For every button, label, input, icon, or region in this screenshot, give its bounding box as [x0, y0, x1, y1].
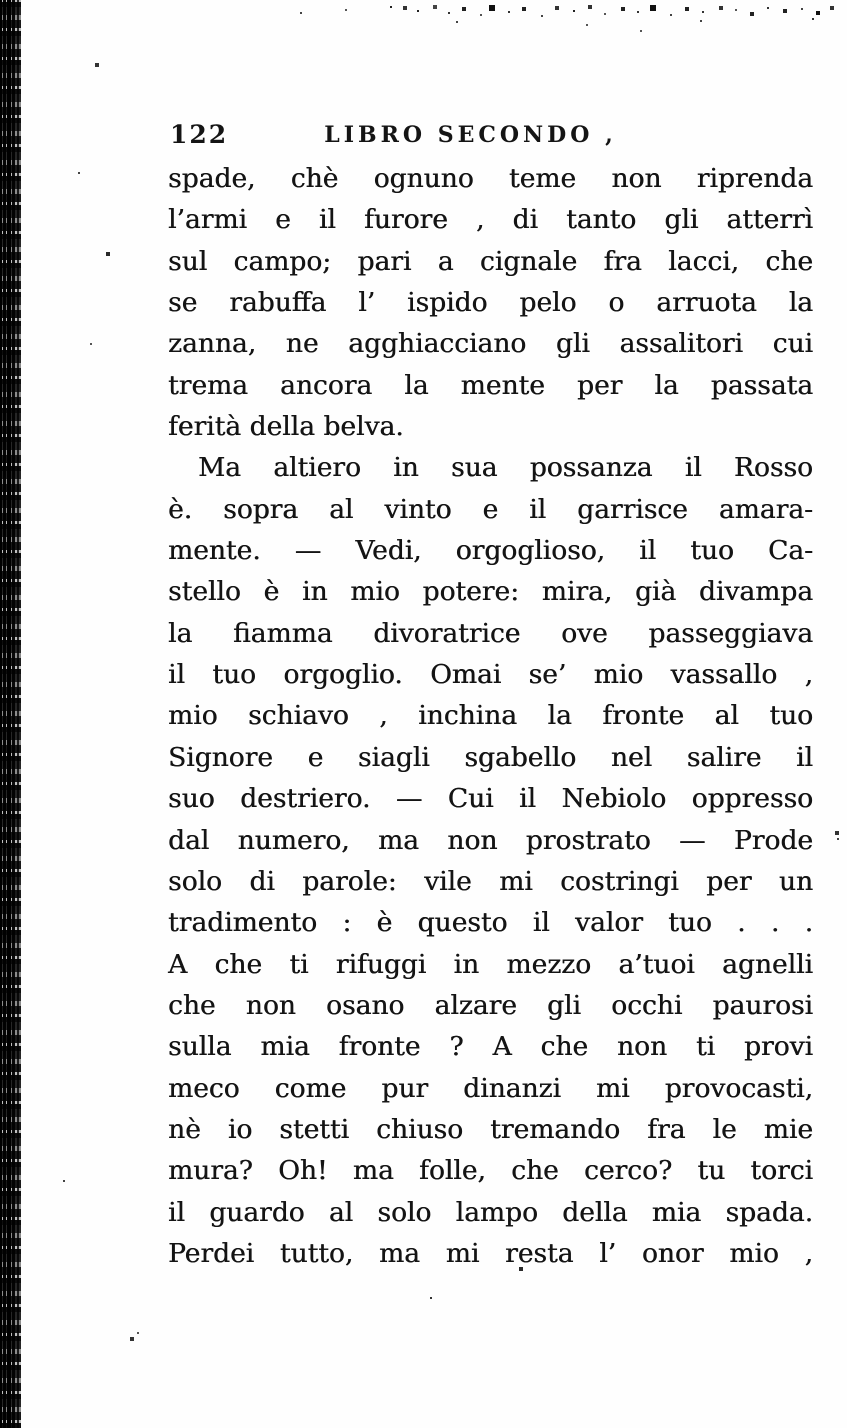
text-line: che non osano alzare gli occhi paurosi: [168, 989, 813, 1021]
text-line: meco come pur dinanzi mi provocasti,: [168, 1072, 813, 1104]
text-line: dal numero, ma non prostrato — Prode: [168, 824, 813, 856]
text-line: il guardo al solo lampo della mia spada.: [168, 1196, 813, 1228]
text-line: spade, chè ognuno teme non riprenda: [168, 163, 813, 194]
text-line: l’armi e il furore , di tanto gli atterrì: [168, 204, 813, 236]
text-block: [168, 158, 813, 1274]
text-line: solo di parole: vile mi costringi per un: [168, 865, 813, 897]
scan-noise-top: [390, 6, 392, 8]
text-line: sul campo; pari a cignale fra lacci, che: [168, 245, 813, 277]
text-line: Signore e siagli sgabello nel salire il: [168, 741, 813, 773]
text-line: Perdei tutto, ma mi resta l’ onor mio ,: [168, 1237, 813, 1269]
text-line: mura? Oh! ma folle, che cerco? tu torci: [168, 1155, 813, 1187]
book-binding-gutter: [0, 0, 21, 1428]
text-line: sulla mia fronte ? A che non ti provi: [168, 1031, 813, 1063]
page-content: [168, 118, 813, 1274]
text-line: zanna, ne agghiacciano gli assalitori cui: [168, 328, 813, 360]
scan-noise-specks: [0, 0, 2, 2]
running-title: LIBRO SECONDO ,: [324, 122, 617, 148]
text-line: tradimento : è questo il valor tuo . . .: [168, 907, 813, 939]
text-line: ferità della belva.: [168, 411, 404, 443]
text-line: la fiamma divoratrice ove passeggiava: [168, 617, 813, 649]
text-line: A che ti rifuggi in mezzo a’tuoi agnelli: [168, 948, 813, 980]
paragraph: [168, 158, 813, 447]
text-line: Ma altiero in sua possanza il Rosso: [198, 452, 813, 484]
page-header: [168, 118, 813, 152]
text-line: mio schiavo , inchina la fronte al tuo: [168, 700, 813, 732]
text-line: stello è in mio potere: mira, già divampa: [168, 576, 813, 608]
text-line: mente. — Vedi, orgoglioso, il tuo Ca-: [168, 535, 813, 567]
text-line: nè io stetti chiuso tremando fra le mie: [168, 1113, 813, 1145]
paragraph: [168, 447, 813, 1274]
text-line: trema ancora la mente per la passata: [168, 369, 813, 401]
text-line: il tuo orgoglio. Omai se’ mio vassallo ,: [168, 659, 813, 691]
text-line: è. sopra al vinto e il garrisce amara-: [168, 493, 813, 525]
text-line: suo destriero. — Cui il Nebiolo oppresso: [168, 783, 813, 815]
text-line: se rabuffa l’ ispido pelo o arruota la: [168, 287, 813, 319]
page-number: 122: [170, 120, 229, 149]
